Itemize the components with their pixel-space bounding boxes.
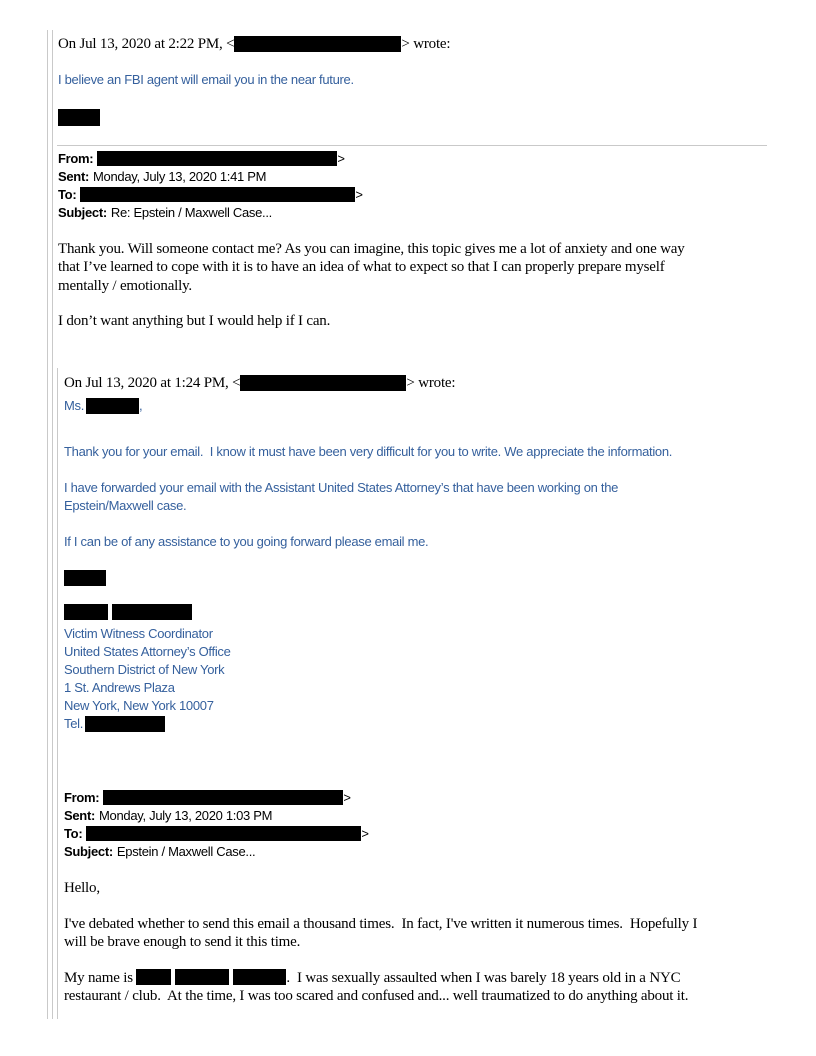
redaction-from-address-2	[103, 790, 343, 805]
original-paragraph-1	[64, 915, 770, 952]
redaction-email-address-1	[234, 36, 401, 52]
sent-label: Sent:	[58, 169, 90, 184]
subject-label: Subject:	[58, 205, 107, 220]
subject-value: Epstein / Maxwell Case...	[116, 844, 256, 859]
signature-city: New York, New York 10007	[64, 698, 214, 713]
paragraph-line: will be brave enough to send it this time.	[64, 934, 301, 951]
from-label: From:	[58, 151, 94, 166]
salutation-row	[64, 397, 770, 415]
paragraph-line: restaurant / club. At the time, I was too scared and confused and... well traumatized to do anything about it.	[64, 988, 689, 1005]
header-to-row	[58, 186, 770, 204]
name-sentence-suffix: . I was sexually assaulted when I was barely 18 years old in a NYC	[286, 969, 681, 986]
redaction-name-part-1	[136, 969, 171, 985]
forwarded-header-2	[64, 789, 770, 861]
header-subject-row	[64, 843, 770, 861]
original-paragraph-2	[64, 969, 770, 1006]
quote-header-2	[64, 374, 770, 392]
redaction-first-name	[64, 604, 108, 620]
from-label: From:	[64, 790, 100, 805]
bracket: >	[337, 151, 345, 166]
message-paragraph-1	[58, 240, 770, 295]
reply-2-paragraph-2	[64, 479, 770, 515]
message-paragraph-2: I don’t want anything but I would help if I can.	[58, 313, 331, 330]
header-from-row	[58, 150, 770, 168]
quote-header-1-suffix: > wrote:	[401, 36, 451, 52]
signature-address: 1 St. Andrews Plaza	[64, 680, 175, 695]
quote-header-1-prefix: On Jul 13, 2020 at 2:22 PM, <	[58, 36, 235, 52]
reply-2-line-3: If I can be of any assistance to you going forward please email me.	[64, 534, 429, 549]
redaction-to-address-2	[86, 826, 361, 841]
subject-value: Re: Epstein / Maxwell Case...	[110, 205, 272, 220]
header-from-row	[64, 789, 770, 807]
bracket: >	[355, 187, 363, 202]
email-section-outer	[58, 35, 770, 330]
signature-tel-row	[64, 715, 770, 733]
name-sentence-prefix: My name is	[64, 969, 137, 986]
quote-header-2-prefix: On Jul 13, 2020 at 1:24 PM, <	[64, 375, 241, 391]
header-sent-row	[58, 168, 770, 186]
paragraph-line: I've debated whether to send this email a thousand times. In fact, I've written it numerous times. Hopefully I	[64, 916, 698, 932]
to-label: To:	[58, 187, 77, 202]
subject-label: Subject:	[64, 844, 113, 859]
redaction-from-address-1	[97, 151, 337, 166]
quote-header-1	[58, 35, 770, 53]
paragraph-line: mentally / emotionally.	[58, 277, 192, 294]
salutation-prefix: Ms.	[64, 398, 85, 413]
tel-label: Tel.	[64, 716, 84, 731]
redaction-signature-2	[64, 570, 106, 586]
bracket: >	[361, 826, 369, 841]
redaction-email-address-2	[240, 375, 406, 391]
sent-value: Monday, July 13, 2020 1:41 PM	[93, 169, 267, 184]
quote-bar-level-2	[52, 30, 53, 1019]
signature-block	[64, 604, 770, 733]
redaction-last-name	[112, 604, 192, 620]
sent-label: Sent:	[64, 808, 96, 823]
header-subject-row	[58, 204, 770, 222]
reply-1-body: I believe an FBI agent will email you in the near future.	[58, 72, 354, 87]
paragraph-line: that I’ve learned to cope with it is to have an idea of what to expect so that I can properly prepare myself	[58, 259, 665, 276]
divider-rule	[57, 145, 767, 146]
signature-district: Southern District of New York	[64, 662, 225, 677]
quote-bar-level-1	[47, 30, 48, 1019]
sent-value: Monday, July 13, 2020 1:03 PM	[99, 808, 273, 823]
redaction-name-part-2	[175, 969, 229, 985]
redaction-salutation-name	[86, 398, 139, 414]
redaction-to-address-1	[80, 187, 355, 202]
header-sent-row	[64, 807, 770, 825]
redaction-name-part-3	[233, 969, 286, 985]
email-section-nested	[64, 374, 770, 1006]
quote-bar-level-3	[57, 368, 58, 1019]
redaction-phone-number	[85, 716, 165, 732]
forwarded-header-1	[58, 150, 770, 222]
paragraph-line: I have forwarded your email with the Assistant United States Attorney’s that have been working on the	[64, 480, 619, 495]
reply-2-line-1: Thank you for your email. I know it must have been very difficult for you to write. We appreciate the information.	[64, 444, 673, 459]
to-label: To:	[64, 826, 83, 841]
redaction-signature-1	[58, 109, 100, 126]
paragraph-line-with-redactions	[64, 969, 770, 987]
original-greeting: Hello,	[64, 880, 100, 896]
bracket: >	[343, 790, 351, 805]
paragraph-line: Thank you. Will someone contact me? As you can imagine, this topic gives me a lot of anxiety and one way	[58, 241, 685, 257]
header-to-row	[64, 825, 770, 843]
signature-name-row	[64, 604, 770, 625]
paragraph-line: Epstein/Maxwell case.	[64, 498, 187, 513]
signature-office: United States Attorney’s Office	[64, 644, 231, 659]
salutation-suffix: ,	[139, 398, 143, 413]
quote-header-2-suffix: > wrote:	[406, 375, 456, 391]
signature-title: Victim Witness Coordinator	[64, 626, 213, 641]
